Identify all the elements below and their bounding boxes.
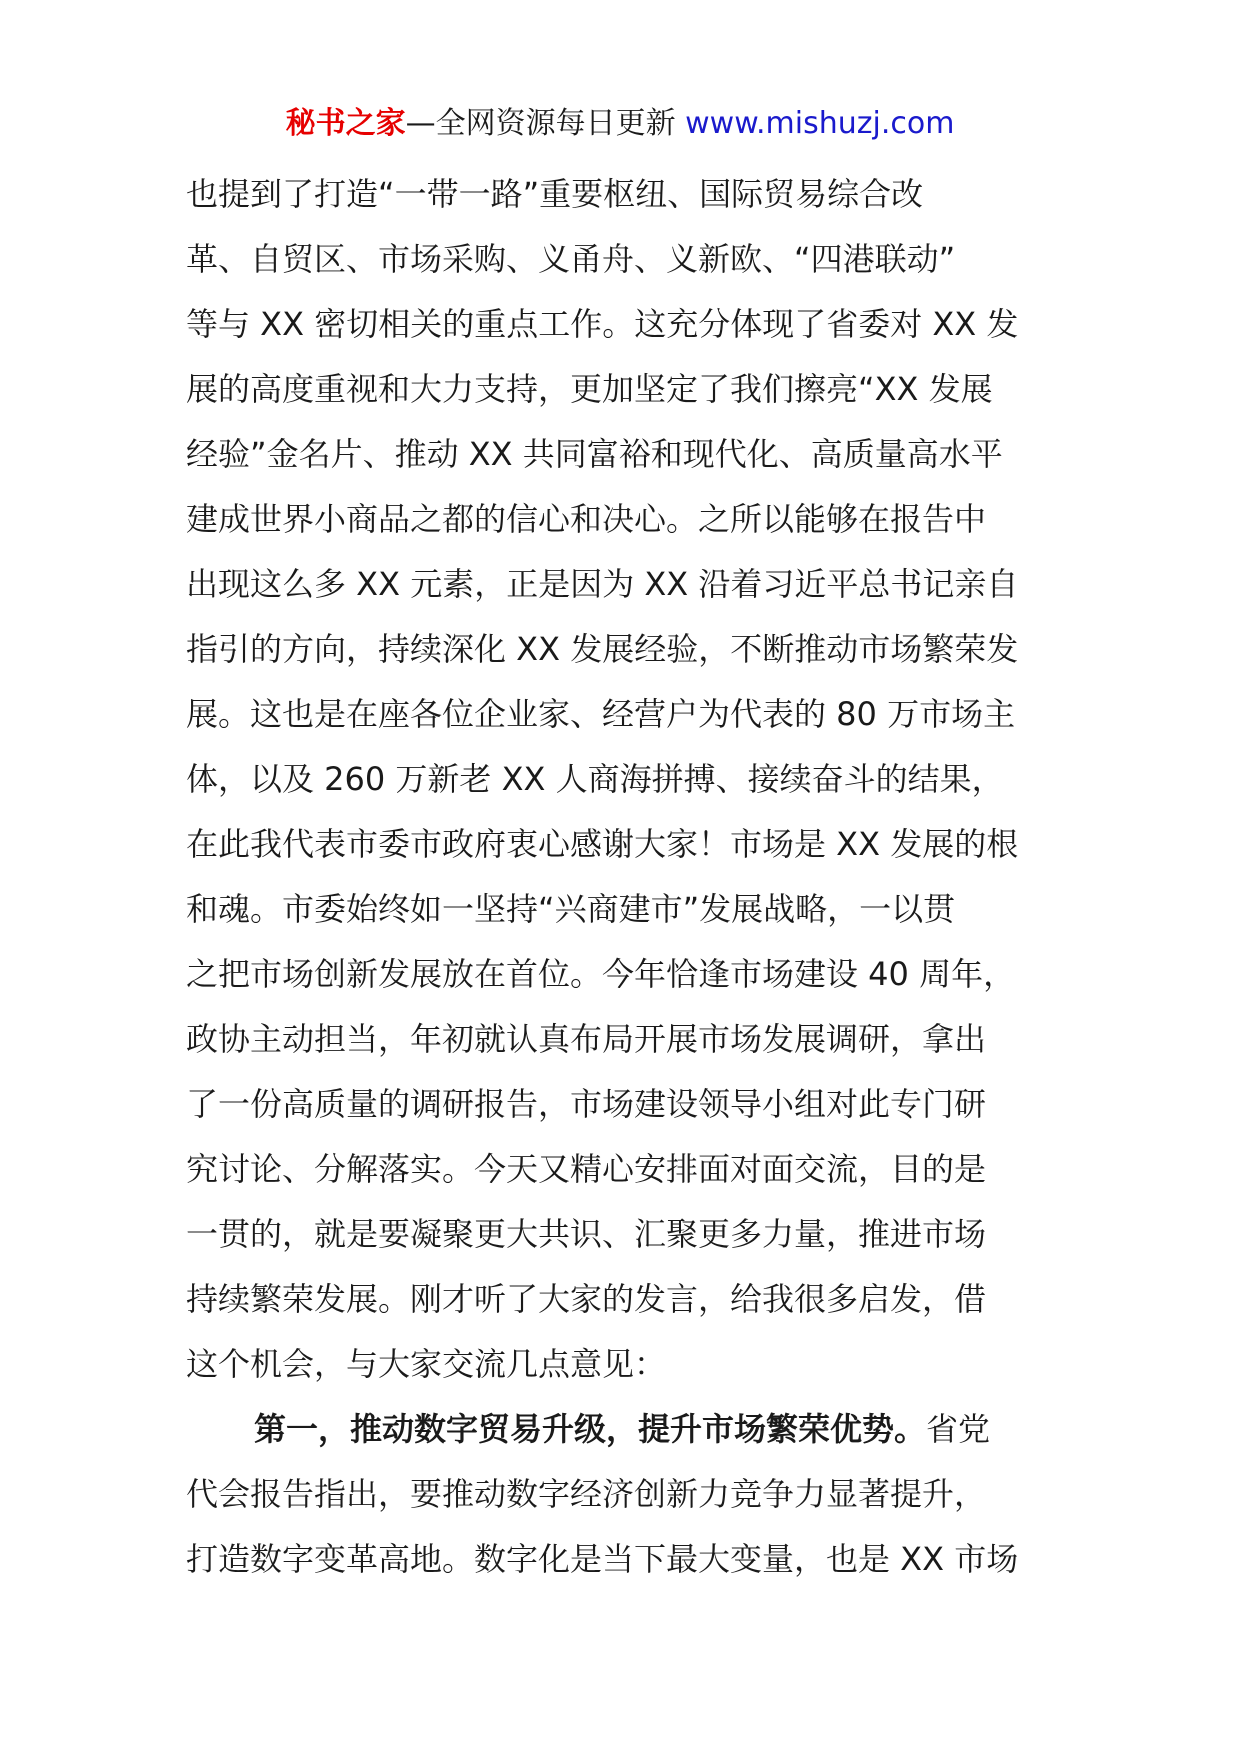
- site-header: [0, 104, 1240, 144]
- text-line: 革、自贸区、市场采购、义甬舟、义新欧、“四港联动”: [186, 240, 956, 278]
- text-line: 在此我代表市委市政府衷心感谢大家！市场是 XX 发展的根: [186, 825, 1019, 863]
- text-line: 打造数字变革高地。数字化是当下最大变量，也是 XX 市场: [186, 1540, 1019, 1578]
- text-line: 这个机会，与大家交流几点意见：: [186, 1345, 667, 1383]
- section-lead-rest: 省党: [926, 1410, 991, 1448]
- text-line: 一贯的，就是要凝聚更大共识、汇聚更多力量，推进市场: [186, 1215, 987, 1253]
- text-line: 和魂。市委始终如一坚持“兴商建市”发展战略，一以贯: [186, 890, 956, 928]
- text-line: 建成世界小商品之都的信心和决心。之所以能够在报告中: [186, 500, 987, 538]
- text-line: 等与 XX 密切相关的重点工作。这充分体现了省委对 XX 发: [186, 305, 1019, 343]
- text-line: 代会报告指出，要推动数字经济创新力竞争力显著提升，: [186, 1475, 987, 1513]
- text-line: 展。这也是在座各位企业家、经营户为代表的 80 万市场主: [186, 695, 1016, 733]
- text-line: 体，以及 260 万新老 XX 人商海拼搏、接续奋斗的结果，: [186, 760, 1004, 798]
- site-url[interactable]: www.mishuzj.com: [685, 106, 955, 141]
- text-line: 政协主动担当，年初就认真布局开展市场发展调研，拿出: [186, 1020, 987, 1058]
- text-line: 展的高度重视和大力支持，更加坚定了我们擦亮“XX 发展: [186, 370, 993, 408]
- text-line: 指引的方向，持续深化 XX 发展经验，不断推动市场繁荣发: [186, 630, 1019, 668]
- document-body: [186, 162, 1056, 1592]
- section-heading-line: [186, 1397, 1056, 1462]
- brand-name: 秘书之家: [285, 106, 406, 141]
- text-line: 了一份高质量的调研报告，市场建设领导小组对此专门研: [186, 1085, 987, 1123]
- text-line: 持续繁荣发展。刚才听了大家的发言，给我很多启发，借: [186, 1280, 987, 1318]
- text-line: 经验”金名片、推动 XX 共同富裕和现代化、高质量高水平: [186, 435, 1003, 473]
- text-line: 出现这么多 XX 元素，正是因为 XX 沿着习近平总书记亲自: [186, 565, 1019, 603]
- text-line: 之把市场创新发展放在首位。今年恰逢市场建设 40 周年，: [186, 955, 1016, 993]
- header-tagline: —全网资源每日更新: [405, 106, 686, 141]
- text-line: 也提到了打造“一带一路”重要枢纽、国际贸易综合改: [186, 175, 924, 213]
- text-line: 究讨论、分解落实。今天又精心安排面对面交流，目的是: [186, 1150, 987, 1188]
- section-bold-lead: 第一，推动数字贸易升级，提升市场繁荣优势。: [254, 1410, 927, 1448]
